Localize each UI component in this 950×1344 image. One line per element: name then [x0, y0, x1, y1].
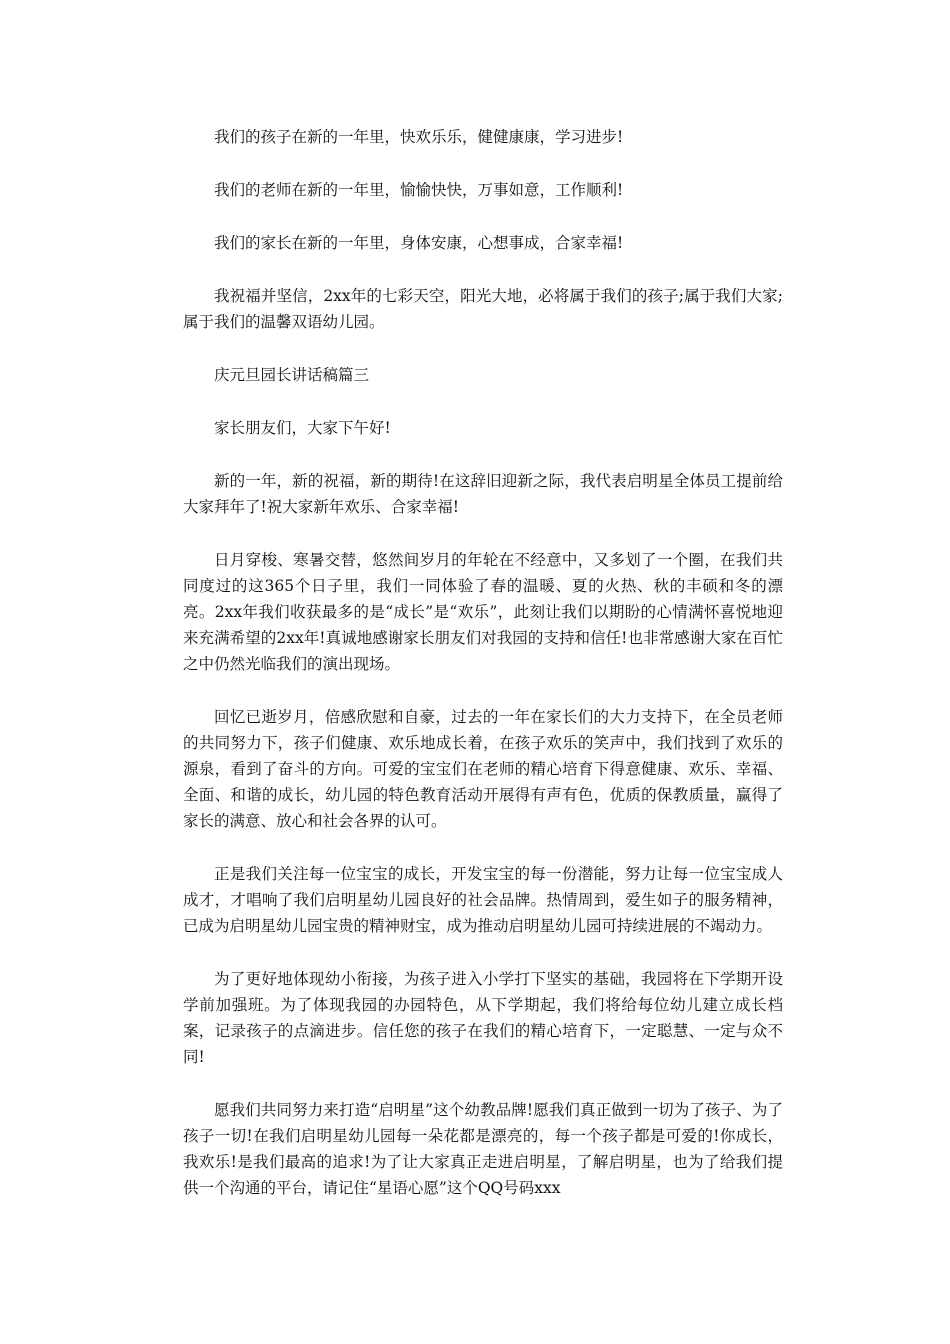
- paragraph-year-review: 日月穿梭、寒暑交替，悠然间岁月的年轮在不经意中，又多划了一个圈，在我们共同度过的这365个日子里，我们一同体验了春的温暖、夏的火热、秋的丰硕和冬的漂亮。2xx年我们收获最多的是“成长”是“欢乐”，此刻让我们以期盼的心情满怀喜悦地迎来充满希望的2xx年!真诚地感谢家长朋友们对我园的支持和信任!也非常感谢大家在百忙之中仍然光临我们的演出现场。: [183, 551, 783, 673]
- paragraph-belief: 我祝福并坚信，2xx年的七彩天空，阳光大地，必将属于我们的孩子;属于我们大家;属于我们的温馨双语幼儿园。: [183, 287, 783, 331]
- paragraph-plans: 为了更好地体现幼小衔接，为孩子进入小学打下坚实的基础，我园将在下学期开设学前加强班。为了体现我园的办园特色，从下学期起，我们将给每位幼儿建立成长档案，记录孩子的点滴进步。信任您的孩子在我们的精心培育下，一定聪慧、一定与众不同!: [183, 970, 783, 1066]
- section-title: 庆元旦园长讲话稿篇三: [214, 366, 370, 384]
- paragraph-wish-parents: 我们的家长在新的一年里，身体安康，心想事成，合家幸福!: [214, 234, 624, 252]
- paragraph-greeting: 家长朋友们，大家下午好!: [214, 419, 391, 437]
- paragraph-new-year: 新的一年，新的祝福，新的期待!在这辞旧迎新之际，我代表启明星全体员工提前给大家拜年了!祝大家新年欢乐、合家幸福!: [183, 472, 783, 516]
- paragraph-wish-teachers: 我们的老师在新的一年里，愉愉快快，万事如意，工作顺利!: [214, 181, 624, 199]
- paragraph-closing: 愿我们共同努力来打造“启明星”这个幼教品牌!愿我们真正做到一切为了孩子、为了孩子一切!在我们启明星幼儿园每一朵花都是漂亮的，每一个孩子都是可爱的!你成长，我欢乐!是我们最高的追求!为了让大家真正走进启明星，了解启明星，也为了给我们提供一个沟通的平台，请记住“星语心愿”这个QQ号码xxx: [183, 1101, 783, 1197]
- paragraph-memories: 回忆已逝岁月，倍感欣慰和自豪，过去的一年在家长们的大力支持下，在全员老师的共同努力下，孩子们健康、欢乐地成长着，在孩子欢乐的笑声中，我们找到了欢乐的源泉，看到了奋斗的方向。可爱的宝宝们在老师的精心培育下得意健康、欢乐、幸福、全面、和谐的成长，幼儿园的特色教育活动开展得有声有色，优质的保教质量，赢得了家长的满意、放心和社会各界的认可。: [183, 708, 783, 830]
- paragraph-brand: 正是我们关注每一位宝宝的成长，开发宝宝的每一份潜能，努力让每一位宝宝成人成才，才唱响了我们启明星幼儿园良好的社会品牌。热情周到，爱生如子的服务精神，已成为启明星幼儿园宝贵的精神财宝，成为推动启明星幼儿园可持续进展的不竭动力。: [183, 865, 783, 935]
- paragraph-wish-children: 我们的孩子在新的一年里，快欢乐乐，健健康康，学习进步!: [214, 128, 624, 146]
- document-body: [183, 124, 783, 1228]
